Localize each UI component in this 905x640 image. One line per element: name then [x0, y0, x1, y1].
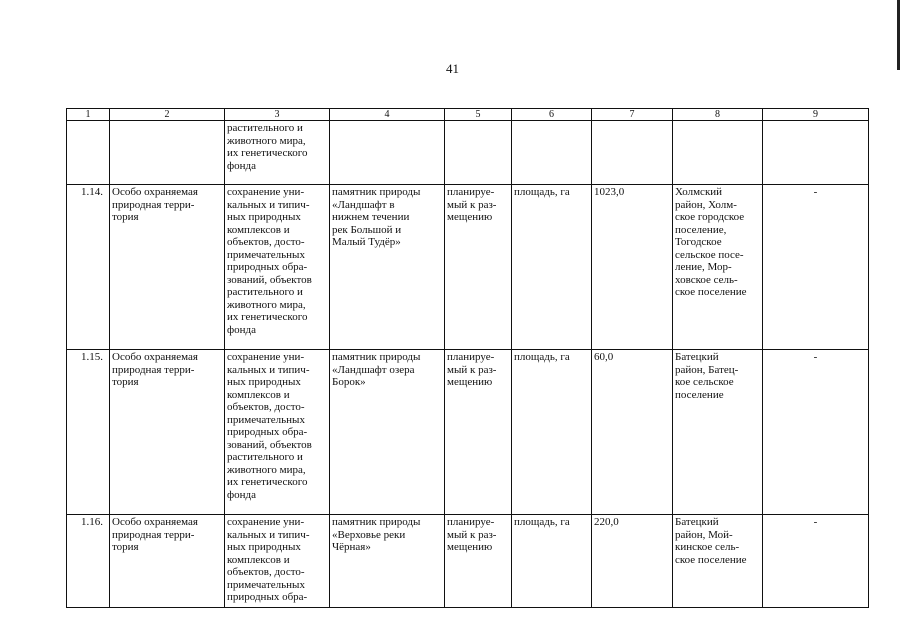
cell-num: 1.16. [67, 515, 110, 608]
cell-num: 1.14. [67, 185, 110, 350]
header-col-4: 4 [330, 109, 445, 121]
header-col-2: 2 [110, 109, 225, 121]
header-col-9: 9 [763, 109, 869, 121]
header-col-5: 5 [445, 109, 512, 121]
cell-name: памятник природы «Верховье реки Чёрная» [330, 515, 445, 608]
cell-num [67, 121, 110, 185]
cell-zone: - [763, 185, 869, 350]
header-col-7: 7 [592, 109, 673, 121]
table-header-row [67, 109, 869, 121]
cell-type: Особо охраняемая природная терри- тория [110, 515, 225, 608]
cell-type [110, 121, 225, 185]
cell-name [330, 121, 445, 185]
scan-edge-mark [897, 0, 900, 70]
cell-num: 1.15. [67, 350, 110, 515]
cell-type: Особо охраняемая природная терри- тория [110, 185, 225, 350]
table-row [67, 350, 869, 515]
table-row [67, 185, 869, 350]
cell-location: Холмский район, Холм- ское городское поселение, Тогодское сельское посе- ление, Мор- ховское сель- ское поселение [673, 185, 763, 350]
table-row [67, 515, 869, 608]
cell-purpose: сохранение уни- кальных и типич- ных природных комплексов и объектов, досто- примечательных природных обра- зований, объектов растительного и животного мира, их генетического фонда [225, 185, 330, 350]
cell-type: Особо охраняемая природная терри- тория [110, 350, 225, 515]
cell-parameter: площадь, га [512, 350, 592, 515]
cell-purpose: сохранение уни- кальных и типич- ных природных комплексов и объектов, досто- примечательных природных обра- зований, объектов растительного и животного мира, их генетического фонда [225, 350, 330, 515]
cell-status [445, 121, 512, 185]
cell-parameter [512, 121, 592, 185]
cell-location: Батецкий район, Батец- кое сельское поселение [673, 350, 763, 515]
header-col-3: 3 [225, 109, 330, 121]
cell-parameter: площадь, га [512, 185, 592, 350]
cell-zone: - [763, 350, 869, 515]
cell-purpose: растительного и животного мира, их генетического фонда [225, 121, 330, 185]
cell-status: планируе- мый к раз- мещению [445, 350, 512, 515]
cell-status: планируе- мый к раз- мещению [445, 185, 512, 350]
page-number: 41 [446, 61, 459, 76]
territory-table [66, 108, 869, 608]
cell-location: Батецкий район, Мой- кинское сель- ское поселение [673, 515, 763, 608]
cell-name: памятник природы «Ландшафт озера Борок» [330, 350, 445, 515]
continuation-row [67, 121, 869, 185]
cell-status: планируе- мый к раз- мещению [445, 515, 512, 608]
header-col-8: 8 [673, 109, 763, 121]
cell-value: 220,0 [592, 515, 673, 608]
cell-name: памятник природы «Ландшафт в нижнем течении рек Большой и Малый Тудёр» [330, 185, 445, 350]
cell-zone [763, 121, 869, 185]
cell-parameter: площадь, га [512, 515, 592, 608]
cell-zone: - [763, 515, 869, 608]
cell-value: 60,0 [592, 350, 673, 515]
cell-location [673, 121, 763, 185]
cell-purpose: сохранение уни- кальных и типич- ных природных комплексов и объектов, досто- примечательных природных обра- [225, 515, 330, 608]
header-col-6: 6 [512, 109, 592, 121]
cell-value: 1023,0 [592, 185, 673, 350]
cell-value [592, 121, 673, 185]
header-col-1: 1 [67, 109, 110, 121]
